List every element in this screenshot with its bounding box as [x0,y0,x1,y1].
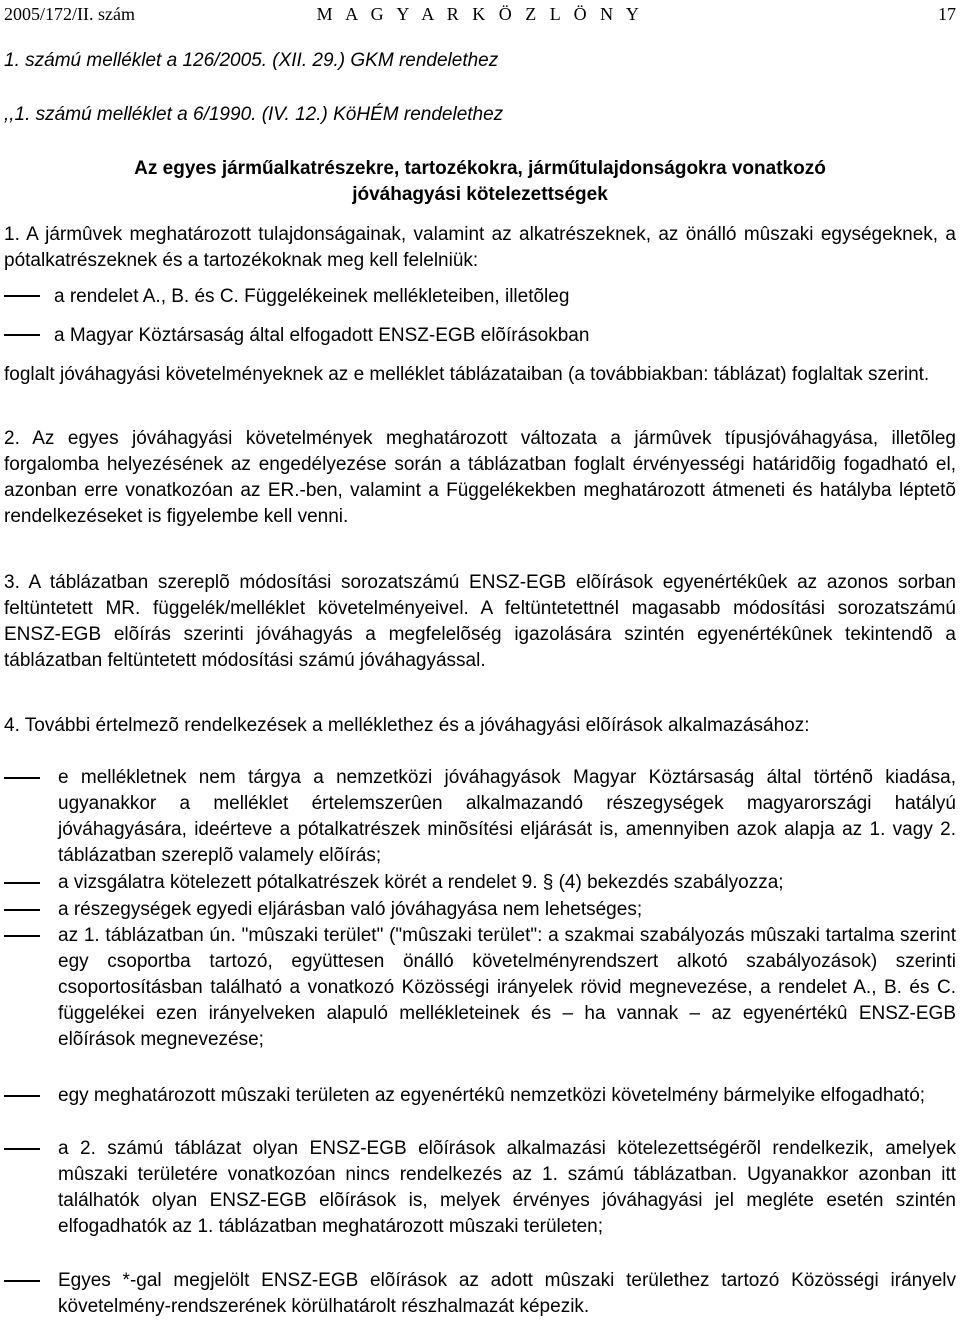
bullet-text: Egyes *-gal megjelölt ENSZ-EGB elõírások az adott mûszaki területhez tartozó Közösségi irányelv követelmény-rendszerének körülhatárolt részhalmazát képezik. [58,1270,956,1317]
section-1-dash-item-2 [4,323,589,349]
dash-mark [4,777,40,779]
page-number: 17 [938,4,956,24]
dash-mark [4,295,40,297]
document-title-line-1: Az egyes járműalkatrészekre, tartozékokra, járműtulajdonságokra vonatkozó [134,158,826,179]
dash-mark [4,909,40,911]
page-header [4,4,956,28]
section-1-outro: foglalt jóváhagyási követelményeknek az e melléklet táblázataiban (a továbbiakban: táblázat) foglaltak szerint. [4,364,930,385]
section-1-dash-item-1 [4,284,569,310]
bullet-text: a vizsgálatra kötelezett pótalkatrészek körét a rendelet 9. § (4) bekezdés szabályozza; [58,872,784,893]
publication-title: M A G Y A R K Ö Z L Ö N Y [316,4,644,24]
dash-mark [4,334,40,336]
bullet-text: az 1. táblázatban ún. "mûszaki terület" ("mûszaki terület": a szakmai szabályozás mûszaki tartalma szerint egy csoportba tartozó, együttesen önálló követelményrendszert alkotó szabályozások) szerinti csoportosításban található a vonatkozó Közösségi irányelek rövid megnevezése, a rendelet A., B. és C. függelékei ezen irányelveken alapuló mellékleteinek és – ha vannak – az egyenértékû ENSZ-EGB elõírások megnevezése; [58,925,956,1050]
section-4-intro: 4. További értelmezõ rendelkezések a melléklethez és a jóváhagyási elõírások alkalmazásához: [4,715,810,736]
document-title-line-2: jóváhagyási kötelezettségek [352,184,608,205]
section-2: 2. Az egyes jóváhagyási követelmények meghatározott változata a jármûvek típusjóváhagyása, illetõleg forgalomba helyezésének az engedélyezése során a táblázatban foglalt érvényességi határidõig fogadható el, azonban erre vonatkozóan az ER.-ben, valamint a Függelékekben meghatározott átmeneti és hatályba léptetõ rendelkezéseket is figyelembe kell venni. [4,428,956,527]
annex-reference-2: ,,1. számú melléklet a 6/1990. (IV. 12.) KöHÉM rendelethez [4,104,504,125]
dash-mark [4,1148,40,1150]
issue-number: 2005/172/II. szám [4,4,135,24]
dash-item-text: a Magyar Köztársaság által elfogadott ENSZ-EGB elõírásokban [54,325,590,346]
dash-mark [4,1095,40,1097]
bullet-text: a részegységek egyedi eljárásban való jóváhagyása nem lehetséges; [58,899,643,920]
section-1-intro: 1. A jármûvek meghatározott tulajdonságainak, valamint az alkatrészeknek, az önálló mûszaki egységeknek, a pótalkatrészeknek és a tartozékoknak meg kell felelniük: [4,224,956,271]
bullet-text: e mellékletnek nem tárgya a nemzetközi jóváhagyások Magyar Köztársaság által történõ kiadása, ugyanakkor a melléklet értelemszerûen alkalmazandó részegységek magyarországi hatályú jóváhagyására, ideérteve a pótalkatrészek minõsítési eljárását is, amennyiben azok alapja az 1. vagy 2. táblázatban szereplõ valamely elõírás; [58,767,956,866]
dash-mark [4,882,40,884]
annex-reference-1: 1. számú melléklet a 126/2005. (XII. 29.) GKM rendelethez [4,50,499,71]
bullet-text: a 2. számú táblázat olyan ENSZ-EGB elõírások alkalmazási kötelezettségérõl rendelkezik, amelyek mûszaki területére vonatkozóan nincs rendelkezés az 1. számú táblázatban. Ugyanakkor azonban itt találhatók olyan ENSZ-EGB elõírások is, melyek érvényes jóváhagyási jel megléte esetén szintén elfogadhatók az 1. táblázatban meghatározott mûszaki területen; [58,1138,956,1237]
dash-item-text: a rendelet A., B. és C. Függelékeinek mellékleteiben, illetõleg [54,286,570,307]
bullet-text: egy meghatározott mûszaki területen az egyenértékû nemzetközi követelmény bármelyike elfogadható; [58,1085,926,1106]
section-3: 3. A táblázatban szereplõ módosítási sorozatszámú ENSZ-EGB elõírások egyenértékûek az azonos sorban feltüntetett MR. függelék/melléklet követelményeivel. A feltüntetettnél magasabb módosítási sorozatszámú ENSZ-EGB elõírás szerinti jóváhagyás a megfelelõség igazolására szintén egyenértékûnek tekintendõ a táblázatban feltüntetett módosítási számú jóváhagyással. [4,572,956,671]
dash-mark [4,1280,40,1282]
dash-mark [4,935,40,937]
